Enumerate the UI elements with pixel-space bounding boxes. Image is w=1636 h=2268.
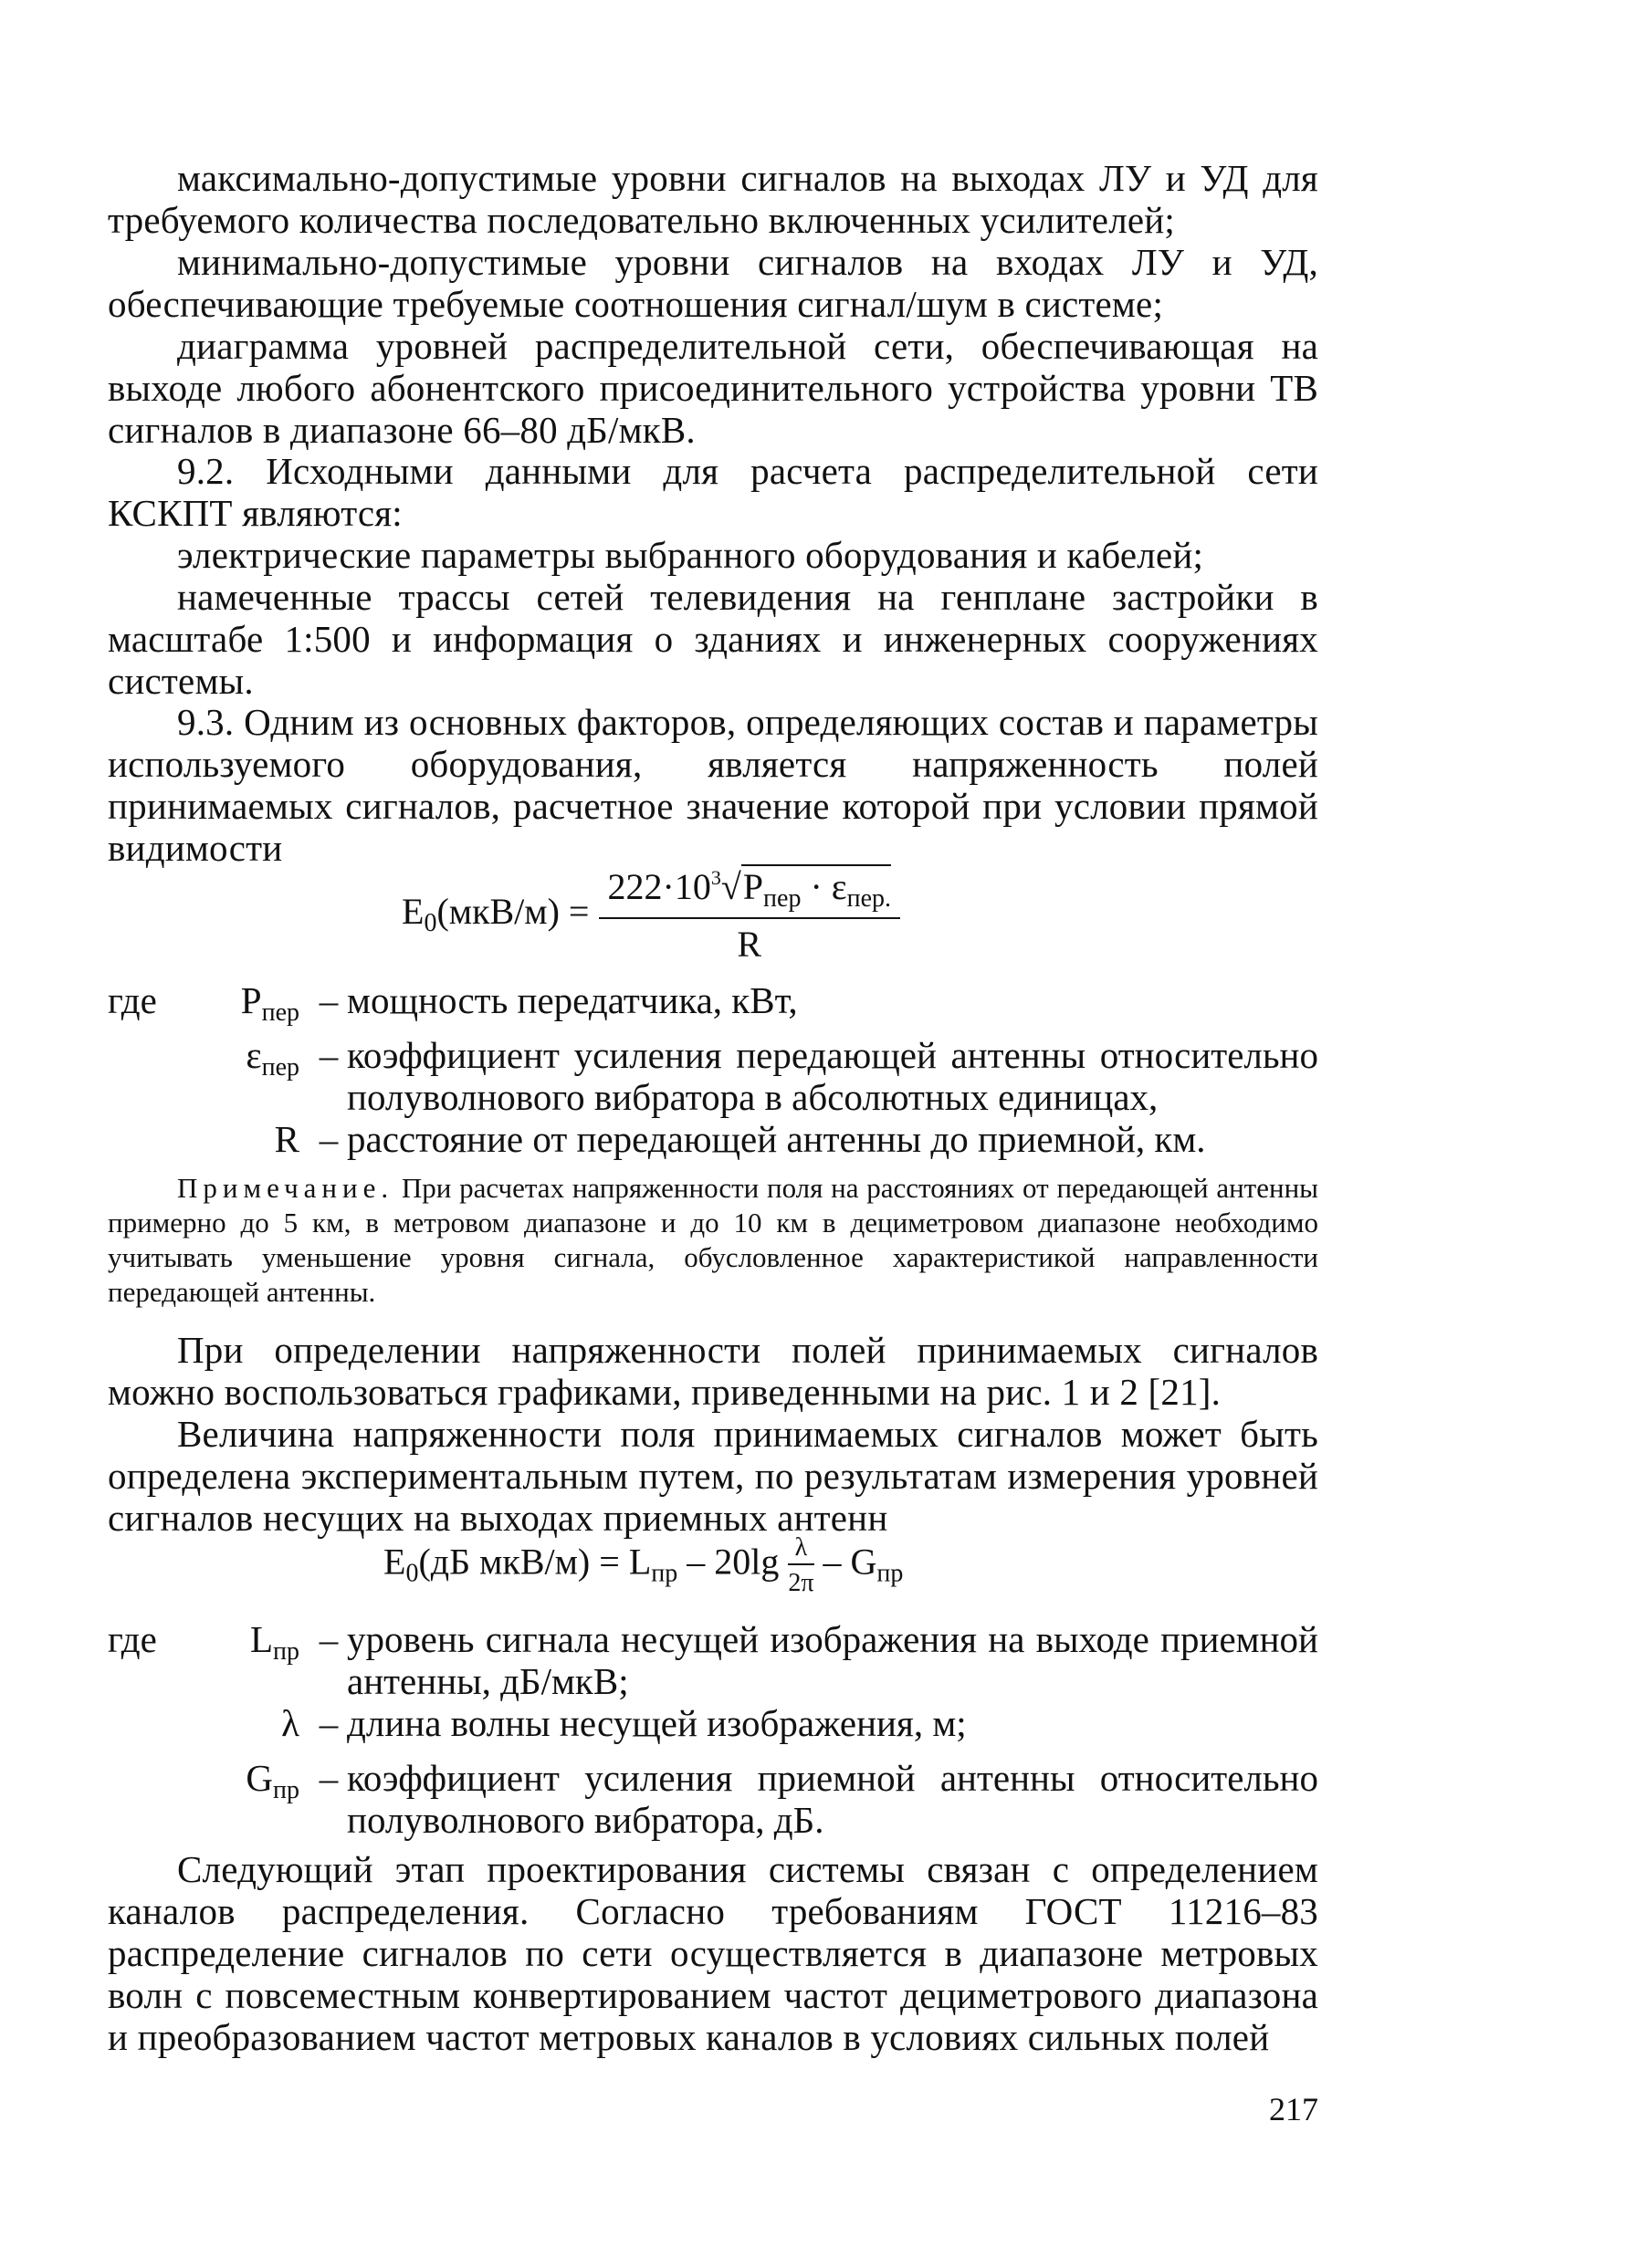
- formula2-fraction: [788, 1533, 813, 1598]
- definition2-row: [108, 1618, 1318, 1702]
- definition2-row: [108, 1757, 1318, 1841]
- definitions-list-1: [108, 979, 1318, 1173]
- paragraph-graphs-reference: При определении напряженности полей принимаемых сигналов можно воспользоваться графиками, приведенными на рис. 1 и 2 [21].: [108, 1329, 1318, 1413]
- formula2-lhs-sub: 0: [405, 1559, 419, 1588]
- formula-lhs-sub: 0: [424, 909, 437, 938]
- num-dot: ·: [801, 866, 832, 907]
- formula2-l-sub: пр: [651, 1559, 678, 1588]
- definition1-symbol-main: R: [274, 1118, 299, 1160]
- definition1-text: коэффициент усиления передающей антенны относительно полуволнового вибратора в абсолютных единицах,: [347, 1034, 1318, 1118]
- definition1-word: где: [108, 979, 157, 1021]
- definition2-dash: –: [319, 1757, 339, 1799]
- paragraph-section-9-2: 9.2. Исходными данными для расчета распределительной сети КСКПТ являются:: [108, 450, 1318, 534]
- sqrt-radicand: [741, 864, 891, 913]
- definition2-symbol: [181, 1702, 310, 1757]
- experimental-formula: [383, 1533, 903, 1598]
- formula2-lhs-unit: (дБ мкВ/м) =: [418, 1541, 620, 1583]
- definition1-text: мощность передатчика, кВт,: [347, 979, 798, 1021]
- definition2-symbol-sub: пр: [273, 1637, 299, 1666]
- definition1-symbol: [181, 1118, 310, 1173]
- formula-lhs-unit: (мкВ/м) =: [436, 891, 590, 933]
- definition1-symbol-main: ε: [246, 1034, 262, 1076]
- definition1-dash: –: [319, 979, 339, 1021]
- definition2-dash: –: [319, 1702, 339, 1744]
- num-coef: 222·10: [607, 866, 711, 907]
- formula2-frac-num: λ: [788, 1533, 813, 1565]
- definitions-list-2: [108, 1618, 1318, 1841]
- definition1-text: расстояние от передающей антенны до приемной, км.: [347, 1118, 1206, 1160]
- definition1-dash: –: [319, 1118, 339, 1160]
- paragraph-experimental: Величина напряженности поля принимаемых сигналов может быть определена экспериментальным путем, по результатам измерения уровней сигналов несущих на выходах приемных антенн: [108, 1413, 1318, 1539]
- note-text: При расчетах напряженности поля на расстояниях от передающей антенны примерно до 5 км, в метровом диапазоне и до 10 км в дециметровом диапазоне необходимо учитывать уменьшение уровня сигнала, обусловленное характеристикой направленности передающей антенны.: [108, 1172, 1318, 1308]
- definition1-dash: –: [319, 1034, 339, 1076]
- formula-denominator: R: [737, 924, 762, 965]
- paragraph-min-levels: минимально-допустимые уровни сигналов на входах ЛУ и УД, обеспечивающие требуемые соотношения сигнал/шум в системе;: [108, 241, 1318, 325]
- definition2-dash: –: [319, 1618, 339, 1660]
- paragraph-network-routes: намеченные трассы сетей телевидения на генплане застройки в масштабе 1:500 и информация о зданиях и инженерных сооружениях системы.: [108, 576, 1318, 702]
- paragraph-electrical-params: электрические параметры выбранного оборудования и кабелей;: [177, 534, 1204, 576]
- definition2-symbol-main: G: [246, 1757, 274, 1799]
- definition1-row: [108, 979, 1318, 1034]
- formula2-g: G: [850, 1541, 877, 1583]
- paragraph-next-stage: Следующий этап проектирования системы связан с определением каналов распределения. Согласно требованиям ГОСТ 11216–83 распределение сигналов по сети осуществляется в диапазоне метровых волн с повсеместным конвертированием частот дециметрового диапазона и преобразованием частот метровых каналов в условиях сильных полей: [108, 1848, 1318, 2058]
- definition1-row: [108, 1034, 1318, 1118]
- formula2-frac-den: 2π: [788, 1569, 814, 1597]
- paragraph-max-levels: максимально-допустимые уровни сигналов на выходах ЛУ и УД для требуемого количества последовательно включенных усилителей;: [108, 157, 1318, 241]
- definition2-symbol: [181, 1757, 310, 1812]
- formula2-minus1: – 20lg: [677, 1541, 789, 1583]
- note-paragraph: [108, 1171, 1318, 1310]
- paragraph-level-diagram: диаграмма уровней распределительной сети, обеспечивающая на выходе любого абонентского присоединительного устройства уровни ТВ сигналов в диапазоне 66–80 дБ/мкВ.: [108, 325, 1318, 451]
- page-number: 217: [1269, 2091, 1318, 2127]
- formula-fraction: [599, 865, 901, 966]
- formula2-l: L: [628, 1541, 652, 1583]
- paragraph-section-9-3: 9.3. Одним из основных факторов, определяющих состав и параметры используемого оборудования, является напряженность полей принимаемых сигналов, расчетное значение которой при условии прямой видимости: [108, 701, 1318, 869]
- num-e-sub: пер.: [846, 884, 891, 913]
- definition2-text: длина волны несущей изображения, м;: [347, 1702, 967, 1744]
- formula2-minus2: –: [823, 1541, 851, 1583]
- definition1-symbol-main: P: [240, 979, 262, 1021]
- definition2-text: уровень сигнала несущей изображения на выходе приемной антенны, дБ/мкВ;: [347, 1618, 1318, 1702]
- definition1-symbol-sub: пер: [261, 1053, 299, 1082]
- formula2-g-sub: пр: [876, 1559, 904, 1588]
- definition1-symbol-sub: пер: [261, 998, 299, 1027]
- field-strength-formula: [402, 865, 900, 966]
- definition2-symbol: [181, 1618, 310, 1673]
- definition2-row: [108, 1702, 1318, 1757]
- definition1-symbol: [181, 1034, 310, 1089]
- formula-lhs: E: [402, 891, 425, 933]
- definition1-symbol: [181, 979, 310, 1034]
- num-exp: 3: [710, 866, 721, 889]
- definition2-symbol-sub: пр: [273, 1776, 299, 1804]
- num-p-sub: пер: [763, 884, 802, 913]
- definition2-text: коэффициент усиления приемной антенны относительно полуволнового вибратора, дБ.: [347, 1757, 1318, 1841]
- definition2-symbol-main: L: [249, 1618, 274, 1660]
- definition2-word: где: [108, 1618, 157, 1660]
- formula2-lhs: E: [383, 1541, 406, 1583]
- definition1-row: [108, 1118, 1318, 1173]
- formula-numerator: [599, 865, 901, 919]
- sqrt-symbol: √: [720, 866, 741, 907]
- num-p: P: [742, 866, 764, 907]
- definition2-symbol-main: λ: [281, 1702, 299, 1744]
- num-e: ε: [831, 866, 847, 907]
- note-label: Примечание.: [177, 1172, 394, 1204]
